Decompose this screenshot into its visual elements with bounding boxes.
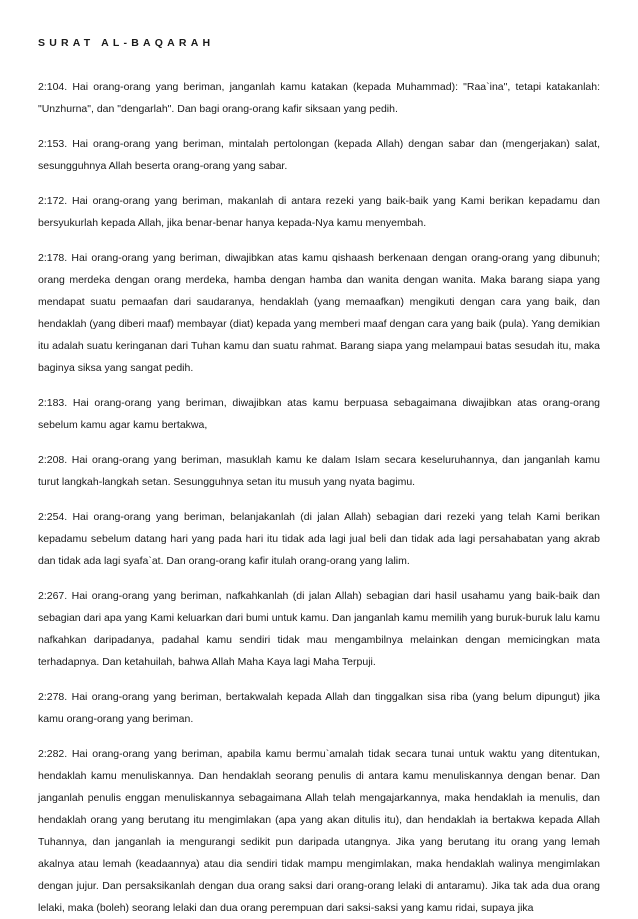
document-title: SURAT AL-BAQARAH: [38, 37, 215, 49]
verse-paragraph: 2:208. Hai orang-orang yang beriman, masuklah kamu ke dalam Islam secara keseluruhannya, dan janganlah kamu turut langkah-langkah setan. Sesungguhnya setan itu musuh yang nyata bagimu.: [38, 454, 600, 488]
verse-paragraph: 2:153. Hai orang-orang yang beriman, mintalah pertolongan (kepada Allah) dengan sabar dan (mengerjakan) salat, sesungguhnya Allah beserta orang-orang yang sabar.: [38, 138, 600, 172]
verse-paragraph: 2:254. Hai orang-orang yang beriman, belanjakanlah (di jalan Allah) sebagian dari rezeki yang telah Kami berikan kepadamu sebelum datang hari yang pada hari itu tidak ada lagi jual beli dan tidak ada lagi persahabatan yang akrab dan tidak ada lagi syafa`at. Dan orang-orang kafir itulah orang-orang yang lalim.: [38, 511, 600, 567]
verse-paragraph: 2:172. Hai orang-orang yang beriman, makanlah di antara rezeki yang baik-baik yang Kami berikan kepadamu dan bersyukurlah kepada Allah, jika benar-benar hanya kepada-Nya kamu menyembah.: [38, 195, 600, 229]
verse-paragraph: 2:278. Hai orang-orang yang beriman, bertakwalah kepada Allah dan tinggalkan sisa riba (yang belum dipungut) jika kamu orang-orang yang beriman.: [38, 691, 600, 725]
verse-paragraph: 2:267. Hai orang-orang yang beriman, nafkahkanlah (di jalan Allah) sebagian dari hasil usahamu yang baik-baik dan sebagian dari apa yang Kami keluarkan dari bumi untuk kamu. Dan janganlah kamu memilih yang buruk-buruk lalu kamu nafkahkan daripadanya, padahal kamu sendiri tidak mau mengambilnya melainkan dengan memicingkan mata terhadapnya. Dan ketahuilah, bahwa Allah Maha Kaya lagi Maha Terpuji.: [38, 590, 600, 668]
verse-paragraph: 2:183. Hai orang-orang yang beriman, diwajibkan atas kamu berpuasa sebagaimana diwajibkan atas orang-orang sebelum kamu agar kamu bertakwa,: [38, 397, 600, 431]
verse-paragraph: 2:282. Hai orang-orang yang beriman, apabila kamu bermu`amalah tidak secara tunai untuk waktu yang ditentukan, hendaklah kamu menuliskannya. Dan hendaklah seorang penulis di antara kamu menuliskannya dengan benar. Dan janganlah penulis enggan menuliskannya sebagaimana Allah telah mengajarkannya, maka hendaklah ia menulis, dan hendaklah orang yang berutang itu mengimlakan (apa yang akan ditulis itu), dan hendaklah ia bertakwa kepada Allah Tuhannya, dan janganlah ia mengurangi sedikit pun daripada utangnya. Jika yang berutang itu orang yang lemah akalnya atau lemah (keadaannya) atau dia sendiri tidak mampu mengimlakan, maka hendaklah walinya mengimlakan dengan jujur. Dan persaksikanlah dengan dua orang saksi dari orang-orang lelaki di antaramu). Jika tak ada dua orang lelaki, maka (boleh) seorang lelaki dan dua orang perempuan dari saksi-saksi yang kamu ridai, supaya jika: [38, 748, 600, 914]
verse-paragraph: 2:178. Hai orang-orang yang beriman, diwajibkan atas kamu qishaash berkenaan dengan orang-orang yang dibunuh; orang merdeka dengan orang merdeka, hamba dengan hamba dan wanita dengan wanita. Maka barang siapa yang mendapat suatu pemaafan dari saudaranya, hendaklah (yang memaafkan) mengikuti dengan cara yang baik, dan hendaklah (yang diberi maaf) membayar (diat) kepada yang memberi maaf dengan cara yang baik (pula). Yang demikian itu adalah suatu keringanan dari Tuhan kamu dan suatu rahmat. Barang siapa yang melampaui batas sesudah itu, maka baginya siksa yang sangat pedih.: [38, 252, 600, 374]
verse-paragraph: 2:104. Hai orang-orang yang beriman, janganlah kamu katakan (kepada Muhammad): "Raa`ina", tetapi katakanlah: "Unzhurna", dan "dengarlah". Dan bagi orang-orang kafir siksaan yang pedih.: [38, 81, 600, 115]
